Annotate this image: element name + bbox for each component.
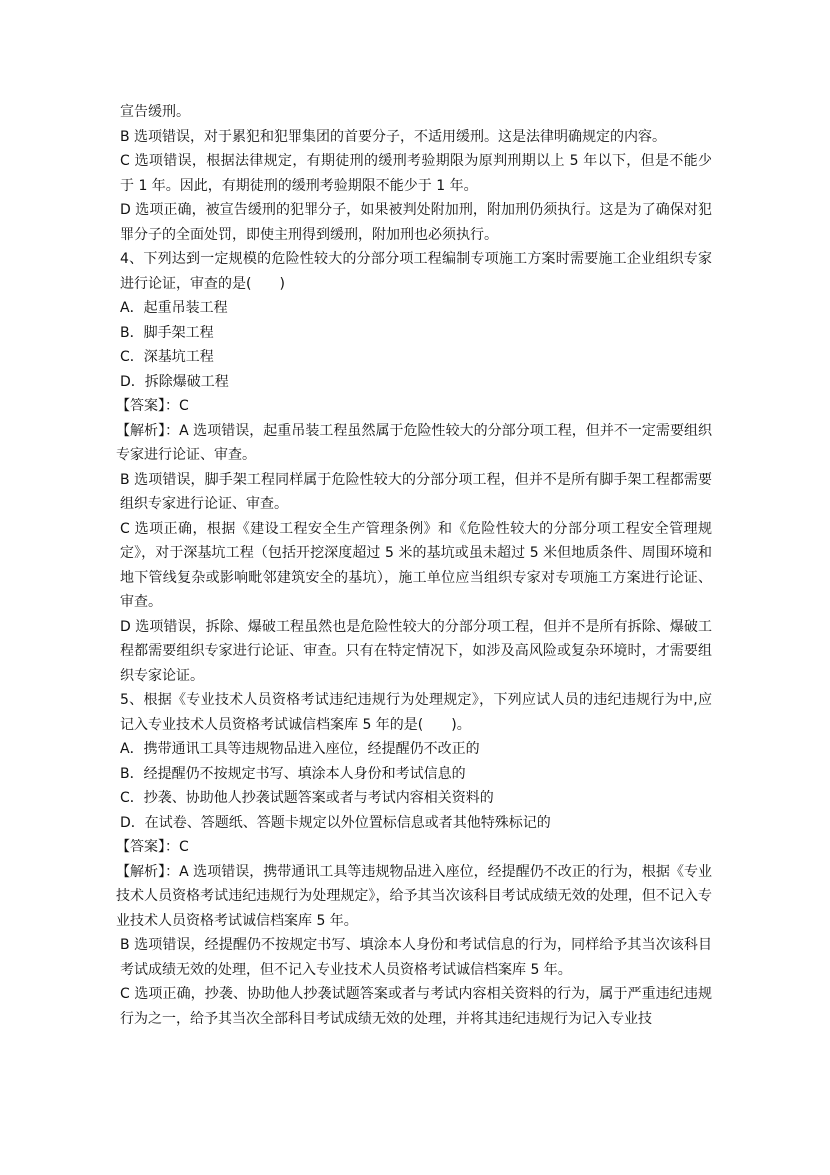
question-4-answer: 【答案】：C (116, 398, 189, 414)
question-4-option-b: B．脚手架工程 (120, 324, 214, 341)
question-4-analysis-b: B 选项错误，脚手架工程同样属于危险性较大的分部分项工程，但并不是所有脚手架工程都需要组织专家进行论证、审查。 (120, 471, 712, 512)
question-4: 4、下列达到一定规模的危险性较大的分部分项工程编制专项施工方案时需要施工企业组织专家进行论证，审查的是( ) (120, 251, 712, 292)
document-page (116, 100, 712, 1031)
question-4-analysis-d: D 选项错误，拆除、爆破工程虽然也是危险性较大的分部分项工程，但并不是所有拆除、爆破工程都需要组织专家进行论证、审查。只有在特定情况下，如涉及高风险或复杂环境时，才需要组织专家论证。 (120, 618, 712, 684)
paragraph-option-c-explanation: C 选项错误，根据法律规定，有期徒刑的缓刑考验期限为原判刑期以上 5 年以下，但是不能少于 1 年。因此，有期徒刑的缓刑考验期限不能少于 1 年。 (120, 153, 712, 194)
question-4-option-a: A．起重吊装工程 (120, 300, 228, 316)
paragraph-option-d-explanation: D 选项正确，被宣告缓刑的犯罪分子，如果被判处附加刑，附加刑仍须执行。这是为了确保对犯罪分子的全面处罚，即使主刑得到缓刑，附加刑也必须执行。 (120, 202, 712, 243)
question-5-option-a: A．携带通讯工具等违规物品进入座位，经提醒仍不改正的 (120, 741, 480, 757)
paragraph-option-b-explanation: B 选项错误，对于累犯和犯罪集团的首要分子，不适用缓刑。这是法律明确规定的内容。 (120, 128, 667, 145)
question-4-analysis-c: C 选项正确，根据《建设工程安全生产管理条例》和《危险性较大的分部分项工程安全管理规定》，对于深基坑工程（包括开挖深度超过 5 米的基坑或虽未超过 5 米但地质条件、周围环境和地下管线复杂或影响毗邻建筑安全的基坑），施工单位应当组织专家对专项施工方案进行论证、审查。 (120, 520, 712, 610)
question-5-analysis-b: B 选项错误，经提醒仍不按规定书写、填涂本人身份和考试信息的行为，同样给予其当次该科目考试成绩无效的处理，但不记入专业技术人员资格考试诚信档案库 5 年。 (120, 937, 712, 978)
paragraph-continuation: 宣告缓刑。 (120, 104, 190, 120)
question-5-analysis-c: C 选项正确，抄袭、协助他人抄袭试题答案或者与考试内容相关资料的行为，属于严重违纪违规行为之一，给予其当次全部科目考试成绩无效的处理，并将其违纪违规行为记入专业技 (120, 986, 712, 1027)
question-5-option-c: C．抄袭、协助他人抄袭试题答案或者与考试内容相关资料的 (120, 790, 494, 806)
question-4-analysis: 【解析】：A 选项错误，起重吊装工程虽然属于危险性较大的分部分项工程，但并不一定需要组织专家进行论证、审查。 (116, 422, 712, 463)
question-5-option-b: B．经提醒仍不按规定书写、填涂本人身份和考试信息的 (120, 765, 466, 782)
question-4-option-c: C．深基坑工程 (120, 349, 214, 365)
question-4-option-d: D．拆除爆破工程 (120, 373, 229, 390)
question-5: 5、根据《专业技术人员资格考试违纪违规行为处理规定》，下列应试人员的违纪违规行为中,应记入专业技术人员资格考试诚信档案库 5 年的是( )。 (120, 692, 712, 733)
question-5-option-d: D．在试卷、答题纸、答题卡规定以外位置标信息或者其他特殊标记的 (120, 814, 551, 831)
question-5-answer: 【答案】：C (116, 839, 189, 855)
question-5-analysis: 【解析】：A 选项错误，携带通讯工具等违规物品进入座位，经提醒仍不改正的行为，根据《专业技术人员资格考试违纪违规行为处理规定》，给予其当次该科目考试成绩无效的处理，但不记入专业技术人员资格考试诚信档案库 5 年。 (116, 863, 712, 929)
